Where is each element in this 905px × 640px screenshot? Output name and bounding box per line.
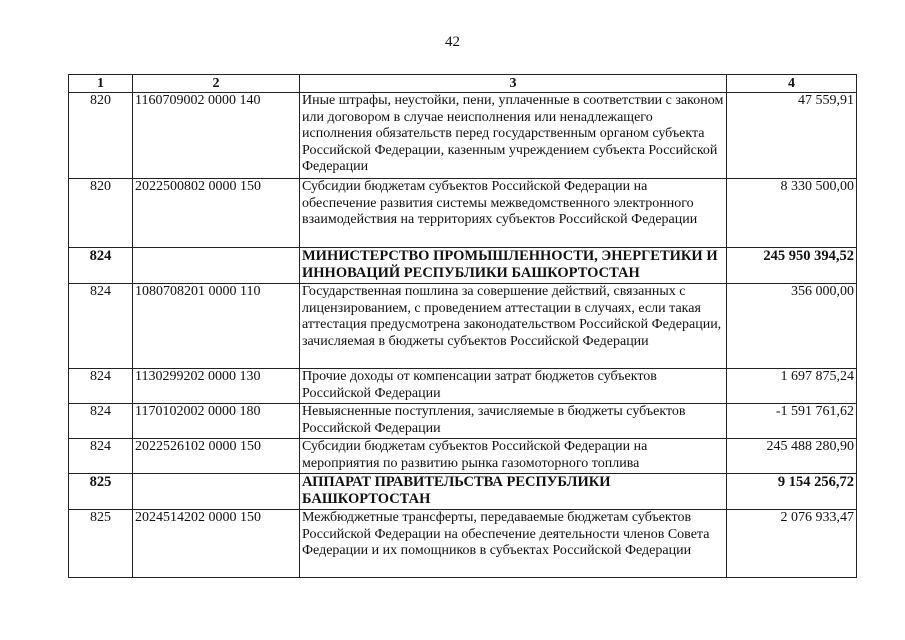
- amount-cell: 1 697 875,24: [727, 369, 857, 404]
- revenue-name-cell: Субсидии бюджетам субъектов Российской Федерации на мероприятия по развитию рынка газомоторного топлива: [300, 439, 727, 474]
- column-header-4: 4: [727, 75, 857, 93]
- revenue-name-cell: Невыясненные поступления, зачисляемые в бюджеты субъектов Российской Федерации: [300, 404, 727, 439]
- column-header-2: 2: [133, 75, 300, 93]
- admin-code-cell: 824: [69, 404, 133, 439]
- budget-code-cell: 1160709002 0000 140: [133, 93, 300, 179]
- budget-code-cell: 2022526102 0000 150: [133, 439, 300, 474]
- ministry-total-cell: 9 154 256,72: [727, 474, 857, 510]
- table-body: [69, 93, 857, 578]
- budget-code-cell: [133, 474, 300, 510]
- column-header-3: 3: [300, 75, 727, 93]
- admin-code-cell: 824: [69, 439, 133, 474]
- budget-code-cell: 1080708201 0000 110: [133, 284, 300, 369]
- amount-cell: 356 000,00: [727, 284, 857, 369]
- revenue-name-cell: Государственная пошлина за совершение действий, связанных с лицензированием, с проведением аттестации в случаях, если такая аттестация предусмотрена законодательством Российской Федерации, зачисляемая в бюджеты субъектов Российской Федерации: [300, 284, 727, 369]
- revenue-name-cell: Прочие доходы от компенсации затрат бюджетов субъектов Российской Федерации: [300, 369, 727, 404]
- page-number: 42: [445, 34, 460, 50]
- table-row: [69, 369, 857, 404]
- table-header: [69, 75, 857, 93]
- header-row: [69, 75, 857, 93]
- revenue-name-cell: Межбюджетные трансферты, передаваемые бюджетам субъектов Российской Федерации на обеспечение деятельности членов Совета Федерации и их помощников в субъектах Российской Федерации: [300, 510, 727, 578]
- admin-code-cell: 824: [69, 284, 133, 369]
- table-row: [69, 179, 857, 248]
- ministry-name-cell: МИНИСТЕРСТВО ПРОМЫШЛЕННОСТИ, ЭНЕРГЕТИКИ И ИННОВАЦИЙ РЕСПУБЛИКИ БАШКОРТОСТАН: [300, 248, 727, 284]
- budget-code-cell: 2022500802 0000 150: [133, 179, 300, 248]
- table-row: [69, 404, 857, 439]
- amount-cell: 47 559,91: [727, 93, 857, 179]
- ministry-total-cell: 245 950 394,52: [727, 248, 857, 284]
- column-header-1: 1: [69, 75, 133, 93]
- table-row: [69, 510, 857, 578]
- budget-code-cell: 1130299202 0000 130: [133, 369, 300, 404]
- admin-code-cell: 824: [69, 369, 133, 404]
- amount-cell: 8 330 500,00: [727, 179, 857, 248]
- ministry-row: [69, 474, 857, 510]
- admin-code-cell: 824: [69, 248, 133, 284]
- amount-cell: 245 488 280,90: [727, 439, 857, 474]
- admin-code-cell: 820: [69, 93, 133, 179]
- admin-code-cell: 825: [69, 510, 133, 578]
- budget-code-cell: 2024514202 0000 150: [133, 510, 300, 578]
- revenue-table: [68, 74, 857, 578]
- ministry-name-cell: АППАРАТ ПРАВИТЕЛЬСТВА РЕСПУБЛИКИ БАШКОРТОСТАН: [300, 474, 727, 510]
- ministry-row: [69, 248, 857, 284]
- amount-cell: 2 076 933,47: [727, 510, 857, 578]
- budget-code-cell: [133, 248, 300, 284]
- revenue-name-cell: Субсидии бюджетам субъектов Российской Федерации на обеспечение развития системы межведомственного электронного взаимодействия на территориях субъектов Российской Федерации: [300, 179, 727, 248]
- admin-code-cell: 825: [69, 474, 133, 510]
- amount-cell: -1 591 761,62: [727, 404, 857, 439]
- budget-code-cell: 1170102002 0000 180: [133, 404, 300, 439]
- admin-code-cell: 820: [69, 179, 133, 248]
- table-row: [69, 439, 857, 474]
- table-row: [69, 93, 857, 179]
- table-row: [69, 284, 857, 369]
- revenue-name-cell: Иные штрафы, неустойки, пени, уплаченные в соответствии с законом или договором в случае неисполнения или ненадлежащего исполнения обязательств перед государственным органом субъекта Российской Федерации, казенным учреждением субъекта Российской Федерации: [300, 93, 727, 179]
